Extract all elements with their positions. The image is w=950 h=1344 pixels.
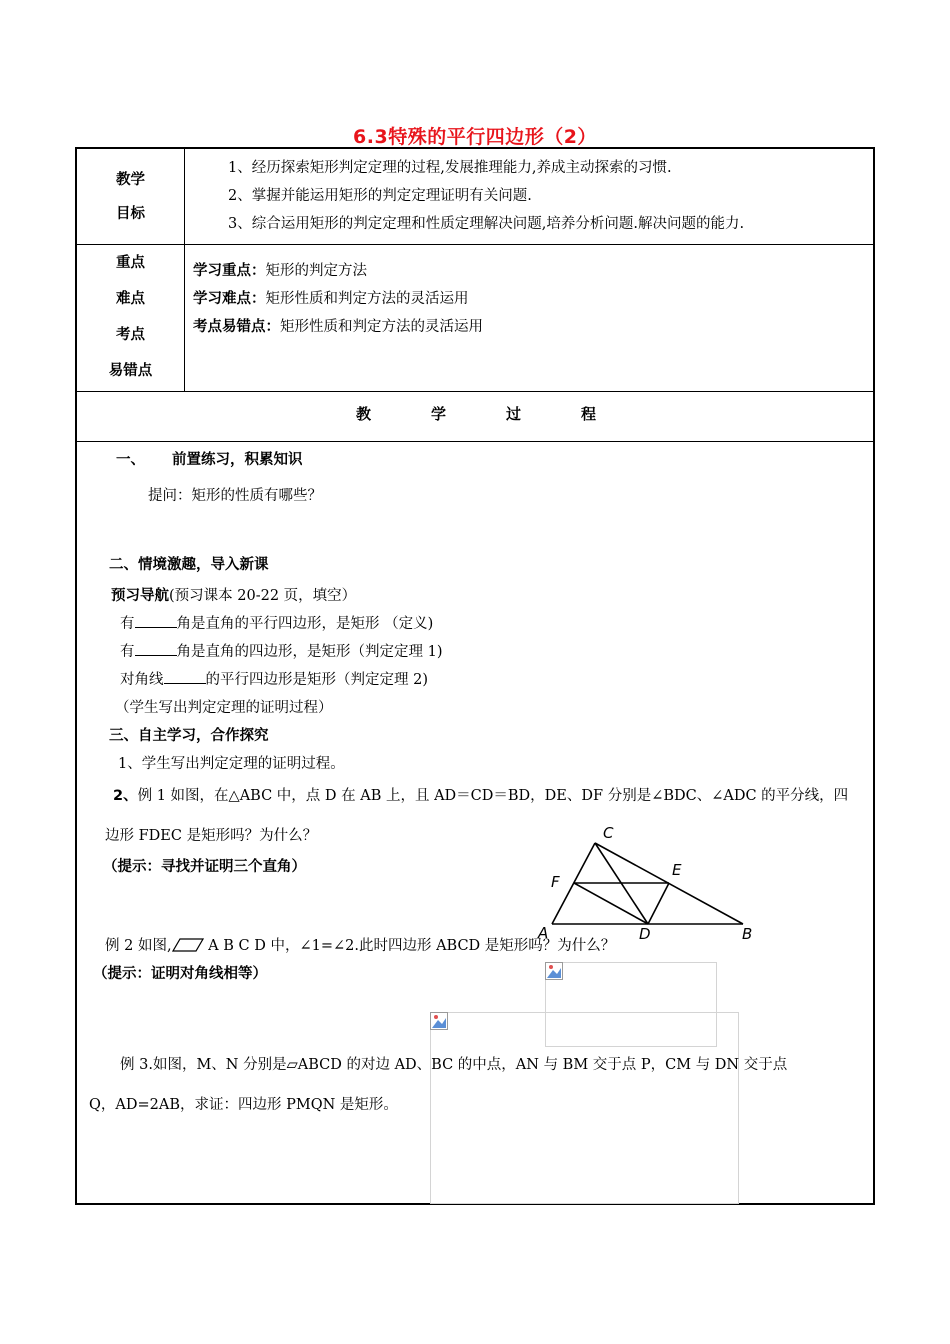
exam-label: 考点 bbox=[116, 327, 145, 343]
exam-row-text: 矩形性质和判定方法的灵活运用 bbox=[280, 319, 483, 335]
segment-de bbox=[648, 883, 669, 924]
fill-text: 对角线 bbox=[120, 672, 164, 688]
difficulty-row-label: 学习难点： bbox=[193, 291, 266, 307]
key-label: 重点 bbox=[116, 255, 145, 271]
row-divider bbox=[75, 391, 875, 392]
example1-line2: 边形 FDEC 是矩形吗？为什么？ bbox=[105, 828, 318, 844]
image-placeholder bbox=[430, 1012, 739, 1204]
fill-text: 的平行四边形是矩形（判定定理 2) bbox=[205, 672, 428, 688]
exam-row bbox=[193, 315, 483, 336]
key-row-label: 学习重点： bbox=[193, 263, 266, 279]
page-title: 6.3特殊的平行四边形（2） bbox=[353, 126, 597, 148]
example1-text: 例 1 如图，在△ABC 中，点 D 在 AB 上，且 AD＝CD＝BD，DE、DF 分别是∠BDC、∠ADC 的平分线，四 bbox=[137, 788, 849, 804]
hint2: （提示：证明对角线相等） bbox=[93, 966, 267, 982]
triangle-figure bbox=[530, 818, 760, 948]
example2-line bbox=[105, 934, 615, 955]
fill-line-3 bbox=[120, 668, 428, 689]
objective-item: 2、掌握并能运用矩形的判定定理证明有关问题. bbox=[228, 188, 532, 204]
broken-image-icon bbox=[430, 1012, 448, 1030]
broken-image-icon bbox=[545, 962, 563, 980]
difficulty-label: 难点 bbox=[116, 291, 145, 307]
parallelogram-icon bbox=[172, 938, 204, 952]
fill-text: 有 bbox=[120, 616, 135, 632]
key-row-text: 矩形的判定方法 bbox=[265, 263, 367, 279]
point-label-b: B bbox=[742, 925, 753, 943]
fill-line-1 bbox=[120, 612, 433, 633]
point-label-c: C bbox=[603, 824, 614, 842]
example1-number: 2、 bbox=[113, 788, 138, 804]
example1-line1 bbox=[113, 784, 848, 805]
process-header-char: 学 bbox=[431, 405, 447, 423]
example2-text-a: 例 2 如图, bbox=[105, 938, 172, 954]
table-top-border bbox=[75, 147, 875, 149]
section2-note: （学生写出判定定理的证明过程） bbox=[115, 700, 333, 716]
fill-text: 角是直角的四边形，是矩形（判定定理 1) bbox=[176, 644, 443, 660]
point-label-e: E bbox=[672, 861, 682, 879]
point-label-d: D bbox=[639, 925, 651, 943]
fill-blank[interactable] bbox=[164, 669, 206, 684]
example2-text-b: A B C D 中，∠1=∠2.此时四边形 ABCD 是矩形吗？为什么？ bbox=[203, 938, 616, 954]
objectives-label-2: 目标 bbox=[116, 206, 145, 222]
row-divider bbox=[75, 441, 875, 442]
difficulty-row-text: 矩形性质和判定方法的灵活运用 bbox=[265, 291, 469, 307]
objective-item: 1、经历探索矩形判定定理的过程,发展推理能力,养成主动探索的习惯. bbox=[228, 160, 672, 176]
section1-heading: 前置练习，积累知识 bbox=[172, 452, 303, 468]
point-label-a: A bbox=[538, 924, 549, 942]
process-header-char: 教 bbox=[356, 405, 372, 423]
preview-line bbox=[111, 584, 356, 605]
section3-heading: 三、自主学习，合作探究 bbox=[109, 728, 269, 744]
process-header-char: 过 bbox=[506, 405, 522, 423]
process-header-char: 程 bbox=[581, 405, 597, 423]
objectives-label-1: 教学 bbox=[116, 172, 145, 188]
difficulty-row bbox=[193, 287, 469, 308]
objective-item: 3、综合运用矩形的判定定理和性质定理解决问题,培养分析问题.解决问题的能力. bbox=[228, 216, 745, 232]
section1-question: 提问：矩形的性质有哪些？ bbox=[148, 488, 322, 504]
fill-text: 有 bbox=[120, 644, 135, 660]
error-label: 易错点 bbox=[108, 363, 153, 379]
section1-number: 一、 bbox=[116, 452, 145, 468]
segment-fd bbox=[574, 883, 648, 924]
hint1: （提示：寻找并证明三个直角） bbox=[103, 859, 306, 875]
fill-blank[interactable] bbox=[135, 641, 177, 656]
fill-line-2 bbox=[120, 640, 443, 661]
exam-row-label: 考点易错点： bbox=[193, 319, 280, 335]
key-row bbox=[193, 259, 367, 280]
example3-line2: Q，AD=2AB，求证：四边形 PMQN 是矩形。 bbox=[89, 1097, 398, 1113]
fill-text: 角是直角的平行四边形，是矩形 （定义) bbox=[176, 616, 434, 632]
section2-heading: 二、情境激趣，导入新课 bbox=[109, 557, 269, 573]
example3-line1: 例 3.如图，M、N 分别是▱ABCD 的对边 AD、BC 的中点，AN 与 BM 交于点 P，CM 与 DN 交于点 bbox=[120, 1057, 788, 1073]
section3-item1: 1、学生写出判定定理的证明过程。 bbox=[118, 756, 345, 772]
preview-note: (预习课本 20-22 页，填空） bbox=[169, 588, 357, 604]
row-divider bbox=[75, 244, 875, 245]
point-label-f: F bbox=[551, 873, 560, 891]
fill-blank[interactable] bbox=[135, 613, 177, 628]
preview-label: 预习导航 bbox=[111, 588, 169, 604]
